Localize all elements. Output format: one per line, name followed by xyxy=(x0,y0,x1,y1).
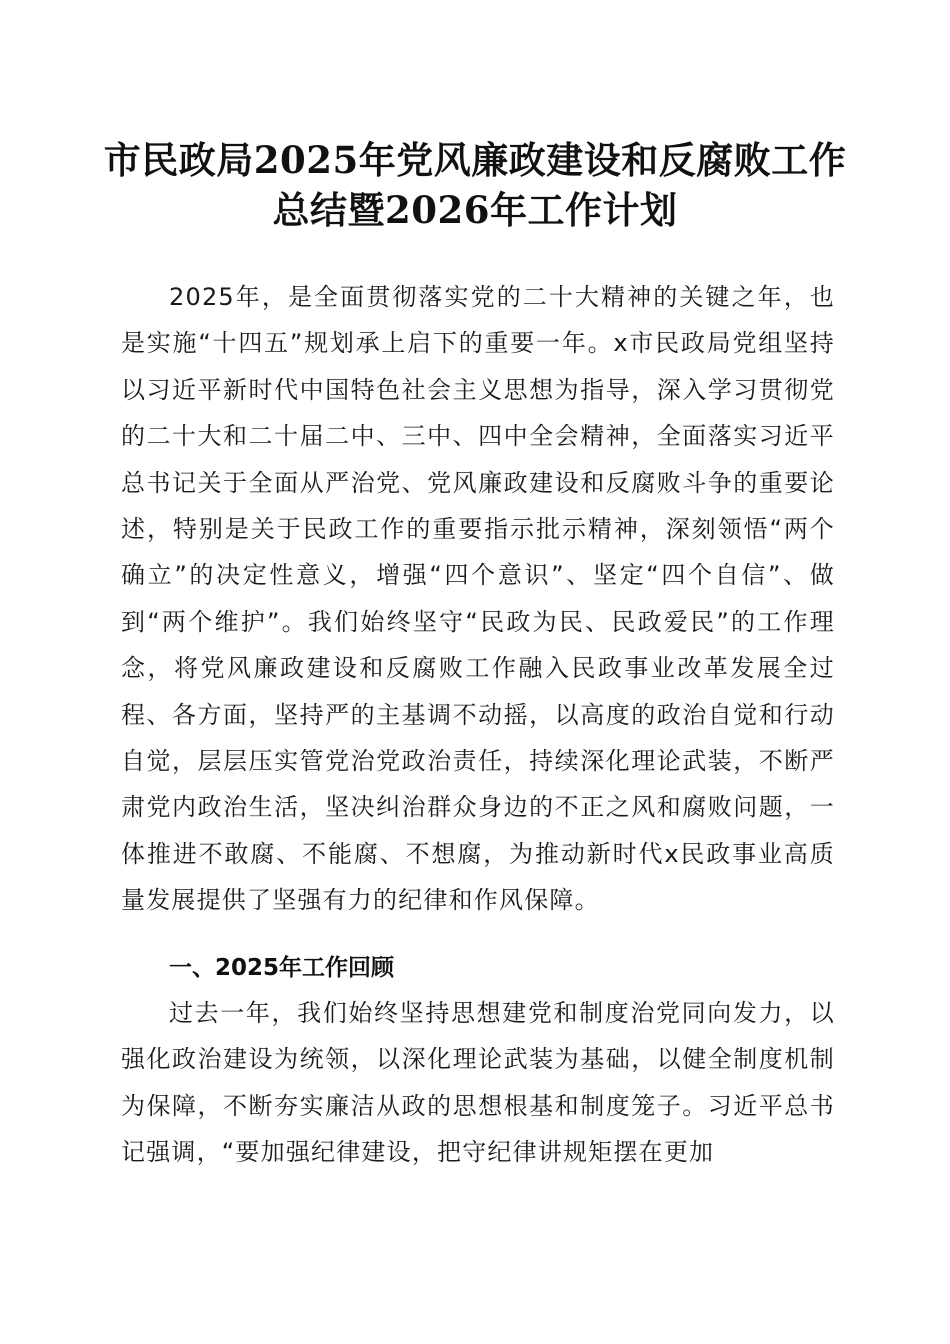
document-title-line-1: 市民政局2025年党风廉政建设和反腐败工作 xyxy=(103,138,847,182)
section-heading-review: 一、2025年工作回顾 xyxy=(169,955,395,981)
review-paragraph: 过去一年，我们始终坚持思想建党和制度治党同向发力，以强化政治建设为统领，以深化理论武装为基础，以健全制度机制为保障，不断夯实廉洁从政的思想根基和制度笼子。习近平总书记强调，“要加强纪律建设，把守纪律讲规矩摆在更加 xyxy=(121,999,835,1167)
document-title-line-2: 总结暨2026年工作计划 xyxy=(272,188,678,232)
intro-paragraph: 2025年，是全面贯彻落实党的二十大精神的关键之年，也是实施“十四五”规划承上启下的重要一年。x市民政局党组坚持以习近平新时代中国特色社会主义思想为指导，深入学习贯彻党的二十大和二十届二中、三中、四中全会精神，全面落实习近平总书记关于全面从严治党、党风廉政建设和反腐败斗争的重要论述，特别是关于民政工作的重要指示批示精神，深刻领悟“两个确立”的决定性意义，增强“四个意识”、坚定“四个自信”、做到“两个维护”。我们始终坚守“民政为民、民政爱民”的工作理念，将党风廉政建设和反腐败工作融入民政事业改革发展全过程、各方面，坚持严的主基调不动摇，以高度的政治自觉和行动自觉，层层压实管党治党政治责任，持续深化理论武装，不断严肃党内政治生活，坚决纠治群众身边的不正之风和腐败问题，一体推进不敢腐、不能腐、不想腐，为推动新时代x民政事业高质量发展提供了坚强有力的纪律和作风保障。 xyxy=(121,283,835,915)
